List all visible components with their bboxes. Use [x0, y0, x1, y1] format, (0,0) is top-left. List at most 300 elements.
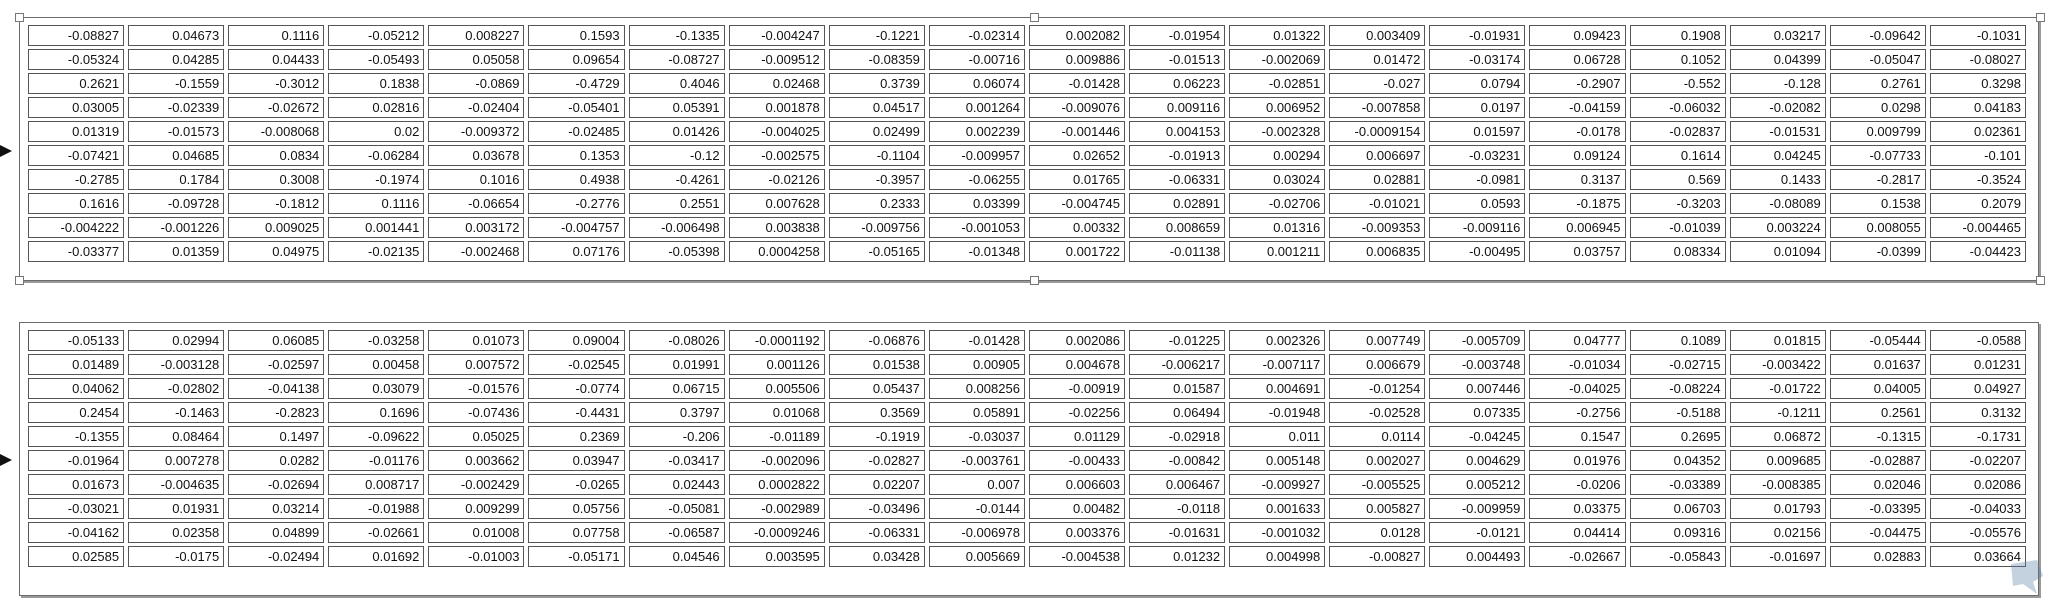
table-cell[interactable]: 0.006467 [1129, 474, 1225, 495]
resize-handle-bottom-right[interactable] [2036, 276, 2045, 285]
table-cell[interactable]: 0.2561 [1830, 402, 1926, 423]
table-cell[interactable]: 0.01931 [128, 498, 224, 519]
table-cell[interactable]: -0.05081 [629, 498, 725, 519]
table-cell[interactable]: -0.0265 [528, 474, 624, 495]
table-cell[interactable]: 0.01991 [629, 354, 725, 375]
table-cell[interactable]: 0.2695 [1630, 426, 1726, 447]
table-cell[interactable]: 0.04285 [128, 49, 224, 70]
table-cell[interactable]: 0.005212 [1429, 474, 1525, 495]
table-cell[interactable]: -0.02485 [528, 121, 624, 142]
table-cell[interactable]: -0.05212 [328, 25, 424, 46]
table-cell[interactable]: 0.001633 [1229, 498, 1325, 519]
table-cell[interactable]: 0.1052 [1630, 49, 1726, 70]
table-cell[interactable]: 0.01673 [28, 474, 124, 495]
table-cell[interactable]: 0.011 [1229, 426, 1325, 447]
table-cell[interactable]: 0.009116 [1129, 97, 1225, 118]
table-cell[interactable]: -0.01697 [1730, 546, 1826, 567]
table-cell[interactable]: -0.02545 [528, 354, 624, 375]
table-cell[interactable]: -0.01254 [1329, 378, 1425, 399]
table-cell[interactable]: 0.3132 [1930, 402, 2026, 423]
table-cell[interactable]: -0.03231 [1429, 145, 1525, 166]
table-cell[interactable]: 0.06494 [1129, 402, 1225, 423]
table-cell[interactable]: -0.003128 [128, 354, 224, 375]
table-cell[interactable]: 0.04517 [829, 97, 925, 118]
table-cell[interactable]: 0.008055 [1830, 217, 1926, 238]
table-cell[interactable]: 0.007446 [1429, 378, 1525, 399]
table-cell[interactable]: -0.001053 [929, 217, 1025, 238]
table-cell[interactable]: 0.01597 [1429, 121, 1525, 142]
table-cell[interactable]: -0.3957 [829, 169, 925, 190]
table-cell[interactable]: -0.05493 [328, 49, 424, 70]
table-cell[interactable]: 0.008227 [428, 25, 524, 46]
table-cell[interactable]: -0.01573 [128, 121, 224, 142]
table-cell[interactable]: 0.02046 [1830, 474, 1926, 495]
table-cell[interactable]: 0.03399 [929, 193, 1025, 214]
table-cell[interactable]: -0.01931 [1429, 25, 1525, 46]
table-cell[interactable]: -0.00495 [1429, 241, 1525, 262]
table-cell[interactable]: 0.01489 [28, 354, 124, 375]
table-cell[interactable]: -0.009957 [929, 145, 1025, 166]
table-cell[interactable]: 0.009886 [1029, 49, 1125, 70]
table-cell[interactable]: 0.02361 [1930, 121, 2026, 142]
table-cell[interactable]: 0.03428 [829, 546, 925, 567]
table-cell[interactable]: -0.02918 [1129, 426, 1225, 447]
table-cell[interactable]: 0.1784 [128, 169, 224, 190]
table-cell[interactable]: 0.03678 [428, 145, 524, 166]
table-cell[interactable]: -0.08026 [629, 330, 725, 351]
table-cell[interactable]: 0.1908 [1630, 25, 1726, 46]
resize-handle-bottom-left[interactable] [15, 276, 24, 285]
table-cell[interactable]: -0.001032 [1229, 522, 1325, 543]
table-cell[interactable]: 0.01426 [629, 121, 725, 142]
table-cell[interactable]: -0.05324 [28, 49, 124, 70]
table-cell[interactable]: -0.08089 [1730, 193, 1826, 214]
table-cell[interactable]: -0.101 [1930, 145, 2026, 166]
table-cell[interactable]: -0.01576 [428, 378, 524, 399]
table-cell[interactable]: -0.06284 [328, 145, 424, 166]
table-cell[interactable]: 0.01319 [28, 121, 124, 142]
table-cell[interactable]: 0.01765 [1029, 169, 1125, 190]
table-cell[interactable]: 0.04927 [1930, 378, 2026, 399]
table-cell[interactable]: -0.206 [629, 426, 725, 447]
table-cell[interactable]: -0.01954 [1129, 25, 1225, 46]
table-cell[interactable]: 0.005148 [1229, 450, 1325, 471]
table-cell[interactable]: -0.006978 [929, 522, 1025, 543]
table-cell[interactable]: -0.02494 [228, 546, 324, 567]
table-cell[interactable]: 0.1016 [428, 169, 524, 190]
table-cell[interactable]: 0.0197 [1429, 97, 1525, 118]
table-cell[interactable]: -0.02715 [1630, 354, 1726, 375]
table-cell[interactable]: 0.1696 [328, 402, 424, 423]
table-cell[interactable]: 0.06872 [1730, 426, 1826, 447]
table-cell[interactable]: 0.005506 [729, 378, 825, 399]
table-cell[interactable]: 0.01322 [1229, 25, 1325, 46]
table-cell[interactable]: -0.02706 [1229, 193, 1325, 214]
table-cell[interactable]: 0.003172 [428, 217, 524, 238]
table-cell[interactable]: -0.2823 [228, 402, 324, 423]
table-cell[interactable]: 0.009025 [228, 217, 324, 238]
table-cell[interactable]: -0.2817 [1830, 169, 1926, 190]
table-cell[interactable]: -0.3524 [1930, 169, 2026, 190]
table-cell[interactable]: -0.001226 [128, 217, 224, 238]
table-cell[interactable]: 0.03375 [1529, 498, 1625, 519]
table-cell[interactable]: -0.009959 [1429, 498, 1525, 519]
table-cell[interactable]: -0.06876 [829, 330, 925, 351]
table-cell[interactable]: 0.002082 [1029, 25, 1125, 46]
table-cell[interactable]: -0.003422 [1730, 354, 1826, 375]
table-cell[interactable]: 0.06728 [1529, 49, 1625, 70]
table-cell[interactable]: -0.02126 [729, 169, 825, 190]
table-cell[interactable]: 0.2761 [1830, 73, 1926, 94]
table-cell[interactable]: -0.1211 [1730, 402, 1826, 423]
table-cell[interactable]: -0.009116 [1429, 217, 1525, 238]
table-cell[interactable]: -0.00433 [1029, 450, 1125, 471]
table-cell[interactable]: 0.06703 [1630, 498, 1726, 519]
table-cell[interactable]: 0.005827 [1329, 498, 1425, 519]
table-cell[interactable]: -0.01428 [929, 330, 1025, 351]
table-cell[interactable]: 0.0794 [1429, 73, 1525, 94]
table-cell[interactable]: -0.07733 [1830, 145, 1926, 166]
table-cell[interactable]: -0.08224 [1630, 378, 1726, 399]
table-cell[interactable]: 0.007628 [729, 193, 825, 214]
table-cell[interactable]: 0.1616 [28, 193, 124, 214]
table-cell[interactable]: -0.0206 [1529, 474, 1625, 495]
table-cell[interactable]: 0.05025 [428, 426, 524, 447]
table-cell[interactable]: -0.02207 [1930, 450, 2026, 471]
table-cell[interactable]: -0.03377 [28, 241, 124, 262]
table-cell[interactable]: 0.04183 [1930, 97, 2026, 118]
table-cell[interactable]: -0.01948 [1229, 402, 1325, 423]
table-cell[interactable]: -0.1559 [128, 73, 224, 94]
table-cell[interactable]: 0.02652 [1029, 145, 1125, 166]
table-cell[interactable]: -0.001446 [1029, 121, 1125, 142]
table-cell[interactable]: 0.05058 [428, 49, 524, 70]
table-cell[interactable]: 0.004493 [1429, 546, 1525, 567]
table-cell[interactable]: 0.008659 [1129, 217, 1225, 238]
table-cell[interactable]: -0.01189 [729, 426, 825, 447]
table-cell[interactable]: 0.01692 [328, 546, 424, 567]
table-cell[interactable]: -0.3012 [228, 73, 324, 94]
table-cell[interactable]: -0.1335 [629, 25, 725, 46]
table-cell[interactable]: 0.01538 [829, 354, 925, 375]
table-cell[interactable]: -0.02694 [228, 474, 324, 495]
table-cell[interactable]: -0.0869 [428, 73, 524, 94]
table-cell[interactable]: -0.06331 [829, 522, 925, 543]
table-cell[interactable]: -0.07436 [428, 402, 524, 423]
table-cell[interactable]: 0.1614 [1630, 145, 1726, 166]
table-cell[interactable]: -0.01039 [1630, 217, 1726, 238]
table-cell[interactable]: -0.1875 [1529, 193, 1625, 214]
table-cell[interactable]: 0.004678 [1029, 354, 1125, 375]
table-cell[interactable]: -0.04475 [1830, 522, 1926, 543]
table-cell[interactable]: -0.1731 [1930, 426, 2026, 447]
table-cell[interactable]: 0.2369 [528, 426, 624, 447]
table-cell[interactable]: 0.0128 [1329, 522, 1425, 543]
table-cell[interactable]: -0.03258 [328, 330, 424, 351]
table-cell[interactable]: -0.008068 [228, 121, 324, 142]
table-cell[interactable]: -0.1355 [28, 426, 124, 447]
table-cell[interactable]: -0.06032 [1630, 97, 1726, 118]
table-cell[interactable]: 0.03217 [1730, 25, 1826, 46]
table-cell[interactable]: -0.004757 [528, 217, 624, 238]
table-cell[interactable]: 0.03024 [1229, 169, 1325, 190]
table-cell[interactable]: 0.002086 [1029, 330, 1125, 351]
table-cell[interactable]: 0.04673 [128, 25, 224, 46]
table-cell[interactable]: 0.006679 [1329, 354, 1425, 375]
table-cell[interactable]: -0.01348 [929, 241, 1025, 262]
table-cell[interactable]: 0.08334 [1630, 241, 1726, 262]
table-cell[interactable]: 0.001441 [328, 217, 424, 238]
table-cell[interactable]: -0.04025 [1529, 378, 1625, 399]
table-cell[interactable]: 0.008256 [929, 378, 1025, 399]
table-cell[interactable]: -0.08027 [1930, 49, 2026, 70]
table-cell[interactable]: -0.02827 [829, 450, 925, 471]
table-cell[interactable]: 0.001264 [929, 97, 1025, 118]
table-cell[interactable]: 0.06715 [629, 378, 725, 399]
table-cell[interactable]: -0.002429 [428, 474, 524, 495]
table-cell[interactable]: 0.007278 [128, 450, 224, 471]
table-cell[interactable]: -0.01138 [1129, 241, 1225, 262]
table-cell[interactable]: 0.0004258 [729, 241, 825, 262]
table-cell[interactable]: 0.02207 [829, 474, 925, 495]
table-cell[interactable]: 0.002326 [1229, 330, 1325, 351]
table-cell[interactable]: -0.4431 [528, 402, 624, 423]
table-cell[interactable]: 0.006603 [1029, 474, 1125, 495]
table-cell[interactable]: 0.005669 [929, 546, 1025, 567]
table-cell[interactable]: 0.04899 [228, 522, 324, 543]
table-cell[interactable]: 0.03947 [528, 450, 624, 471]
table-cell[interactable]: -0.1812 [228, 193, 324, 214]
table-cell[interactable]: -0.01021 [1329, 193, 1425, 214]
matrix-display-2[interactable] [19, 322, 2039, 596]
table-cell[interactable]: -0.002989 [729, 498, 825, 519]
table-cell[interactable]: -0.1919 [829, 426, 925, 447]
table-cell[interactable]: 0.02816 [328, 97, 424, 118]
table-cell[interactable]: 0.003838 [729, 217, 825, 238]
table-cell[interactable]: 0.001211 [1229, 241, 1325, 262]
table-cell[interactable]: 0.01094 [1730, 241, 1826, 262]
table-cell[interactable]: -0.02082 [1730, 97, 1826, 118]
table-cell[interactable]: 0.004998 [1229, 546, 1325, 567]
table-cell[interactable]: 0.569 [1630, 169, 1726, 190]
table-cell[interactable]: -0.04162 [28, 522, 124, 543]
table-cell[interactable]: -0.0144 [929, 498, 1025, 519]
table-cell[interactable]: -0.05133 [28, 330, 124, 351]
table-cell[interactable]: 0.02443 [629, 474, 725, 495]
table-cell[interactable]: 0.01068 [729, 402, 825, 423]
table-cell[interactable]: -0.002096 [729, 450, 825, 471]
table-cell[interactable]: -0.07421 [28, 145, 124, 166]
table-cell[interactable]: 0.02994 [128, 330, 224, 351]
table-cell[interactable]: 0.04062 [28, 378, 124, 399]
table-cell[interactable]: 0.08464 [128, 426, 224, 447]
table-cell[interactable]: -0.004745 [1029, 193, 1125, 214]
table-cell[interactable]: -0.05165 [829, 241, 925, 262]
table-cell[interactable]: 0.07176 [528, 241, 624, 262]
table-cell[interactable]: -0.02339 [128, 97, 224, 118]
table-cell[interactable]: 0.04685 [128, 145, 224, 166]
table-cell[interactable]: -0.09728 [128, 193, 224, 214]
table-cell[interactable]: 0.1353 [528, 145, 624, 166]
table-cell[interactable]: -0.06331 [1129, 169, 1225, 190]
table-cell[interactable]: -0.009512 [729, 49, 825, 70]
table-cell[interactable]: -0.05843 [1630, 546, 1726, 567]
table-cell[interactable]: 0.1538 [1830, 193, 1926, 214]
table-cell[interactable]: 0.006952 [1229, 97, 1325, 118]
table-cell[interactable]: 0.05437 [829, 378, 925, 399]
table-cell[interactable]: 0.01316 [1229, 217, 1325, 238]
resize-handle-top-right[interactable] [2036, 13, 2045, 22]
table-cell[interactable]: 0.2621 [28, 73, 124, 94]
table-cell[interactable]: 0.01129 [1029, 426, 1125, 447]
table-cell[interactable]: 0.04433 [228, 49, 324, 70]
table-cell[interactable]: -0.05576 [1930, 522, 2026, 543]
table-cell[interactable]: 0.01472 [1329, 49, 1425, 70]
table-cell[interactable]: -0.00827 [1329, 546, 1425, 567]
table-cell[interactable]: 0.1497 [228, 426, 324, 447]
table-cell[interactable]: -0.01964 [28, 450, 124, 471]
table-cell[interactable]: 0.01976 [1529, 450, 1625, 471]
table-cell[interactable]: 0.02086 [1930, 474, 2026, 495]
table-cell[interactable]: 0.004153 [1129, 121, 1225, 142]
table-cell[interactable]: 0.009299 [428, 498, 524, 519]
table-cell[interactable]: 0.00294 [1229, 145, 1325, 166]
table-cell[interactable]: 0.01637 [1830, 354, 1926, 375]
table-cell[interactable]: 0.05391 [629, 97, 725, 118]
table-cell[interactable]: -0.0399 [1830, 241, 1926, 262]
table-cell[interactable]: -0.0009154 [1329, 121, 1425, 142]
table-cell[interactable]: -0.02661 [328, 522, 424, 543]
table-cell[interactable]: -0.01428 [1029, 73, 1125, 94]
table-cell[interactable]: 0.07335 [1429, 402, 1525, 423]
table-cell[interactable]: 0.1433 [1730, 169, 1826, 190]
table-cell[interactable]: 0.01231 [1930, 354, 2026, 375]
table-cell[interactable]: 0.3137 [1529, 169, 1625, 190]
table-cell[interactable]: 0.00482 [1029, 498, 1125, 519]
table-cell[interactable]: -0.007858 [1329, 97, 1425, 118]
table-cell[interactable]: -0.1315 [1830, 426, 1926, 447]
table-cell[interactable]: -0.02597 [228, 354, 324, 375]
table-cell[interactable]: 0.3569 [829, 402, 925, 423]
table-cell[interactable]: 0.04005 [1830, 378, 1926, 399]
table-cell[interactable]: 0.01587 [1129, 378, 1225, 399]
table-cell[interactable]: -0.01003 [428, 546, 524, 567]
table-cell[interactable]: 0.09004 [528, 330, 624, 351]
table-cell[interactable]: -0.007117 [1229, 354, 1325, 375]
table-cell[interactable]: 0.008717 [328, 474, 424, 495]
table-cell[interactable]: 0.002239 [929, 121, 1025, 142]
table-cell[interactable]: -0.03417 [629, 450, 725, 471]
table-cell[interactable]: -0.05401 [528, 97, 624, 118]
table-cell[interactable]: -0.002468 [428, 241, 524, 262]
table-cell[interactable]: -0.02837 [1630, 121, 1726, 142]
table-cell[interactable]: 0.06223 [1129, 73, 1225, 94]
table-cell[interactable]: 0.09423 [1529, 25, 1625, 46]
table-cell[interactable]: -0.01988 [328, 498, 424, 519]
table-cell[interactable]: 0.04777 [1529, 330, 1625, 351]
table-cell[interactable]: 0.3298 [1930, 73, 2026, 94]
table-cell[interactable]: 0.02358 [128, 522, 224, 543]
table-cell[interactable]: -0.0588 [1930, 330, 2026, 351]
table-cell[interactable]: 0.06074 [929, 73, 1025, 94]
table-cell[interactable]: -0.552 [1630, 73, 1726, 94]
table-cell[interactable]: -0.01913 [1129, 145, 1225, 166]
table-cell[interactable]: -0.02672 [228, 97, 324, 118]
table-cell[interactable]: 0.2551 [629, 193, 725, 214]
table-cell[interactable]: -0.004222 [28, 217, 124, 238]
table-cell[interactable]: -0.004025 [729, 121, 825, 142]
table-cell[interactable]: -0.05398 [629, 241, 725, 262]
table-cell[interactable]: -0.06255 [929, 169, 1025, 190]
table-cell[interactable]: -0.005525 [1329, 474, 1425, 495]
table-cell[interactable]: 0.03214 [228, 498, 324, 519]
table-cell[interactable]: 0.1838 [328, 73, 424, 94]
table-cell[interactable]: -0.0774 [528, 378, 624, 399]
table-cell[interactable]: -0.06654 [428, 193, 524, 214]
table-cell[interactable]: 0.007 [929, 474, 1025, 495]
table-cell[interactable]: 0.01815 [1730, 330, 1826, 351]
table-cell[interactable]: 0.04975 [228, 241, 324, 262]
table-cell[interactable]: 0.04399 [1730, 49, 1826, 70]
table-cell[interactable]: 0.01793 [1730, 498, 1826, 519]
table-cell[interactable]: -0.08827 [28, 25, 124, 46]
table-cell[interactable]: -0.0001192 [729, 330, 825, 351]
table-cell[interactable]: 0.003409 [1329, 25, 1425, 46]
table-cell[interactable]: -0.02135 [328, 241, 424, 262]
table-cell[interactable]: -0.1104 [829, 145, 925, 166]
table-cell[interactable]: 0.02499 [829, 121, 925, 142]
resize-handle-top-middle[interactable] [1030, 13, 1039, 22]
table-cell[interactable]: 0.05891 [929, 402, 1025, 423]
table-cell[interactable]: -0.1221 [829, 25, 925, 46]
table-cell[interactable]: -0.04159 [1529, 97, 1625, 118]
table-cell[interactable]: -0.004465 [1930, 217, 2026, 238]
table-cell[interactable]: -0.2785 [28, 169, 124, 190]
table-cell[interactable]: 0.02881 [1329, 169, 1425, 190]
table-cell[interactable]: -0.002069 [1229, 49, 1325, 70]
table-cell[interactable]: -0.003748 [1429, 354, 1525, 375]
table-cell[interactable]: -0.02802 [128, 378, 224, 399]
table-cell[interactable]: -0.04138 [228, 378, 324, 399]
table-cell[interactable]: -0.00716 [929, 49, 1025, 70]
table-cell[interactable]: -0.00919 [1029, 378, 1125, 399]
table-cell[interactable]: 0.0593 [1429, 193, 1525, 214]
table-cell[interactable]: -0.2776 [528, 193, 624, 214]
table-cell[interactable]: -0.05171 [528, 546, 624, 567]
table-cell[interactable]: -0.02404 [428, 97, 524, 118]
table-cell[interactable]: 0.03079 [328, 378, 424, 399]
table-cell[interactable]: 0.01073 [428, 330, 524, 351]
table-cell[interactable]: 0.3797 [629, 402, 725, 423]
table-cell[interactable]: -0.004538 [1029, 546, 1125, 567]
table-cell[interactable]: 0.09654 [528, 49, 624, 70]
table-cell[interactable]: -0.005709 [1429, 330, 1525, 351]
table-cell[interactable]: -0.01513 [1129, 49, 1225, 70]
table-cell[interactable]: 0.003224 [1730, 217, 1826, 238]
table-cell[interactable]: -0.08727 [629, 49, 725, 70]
table-cell[interactable]: -0.02667 [1529, 546, 1625, 567]
table-cell[interactable]: 0.02883 [1830, 546, 1926, 567]
table-cell[interactable]: 0.001126 [729, 354, 825, 375]
table-cell[interactable]: -0.01176 [328, 450, 424, 471]
table-cell[interactable]: -0.01631 [1129, 522, 1225, 543]
table-cell[interactable]: 0.02585 [28, 546, 124, 567]
table-cell[interactable]: -0.12 [629, 145, 725, 166]
table-cell[interactable]: 0.03664 [1930, 546, 2026, 567]
table-cell[interactable]: -0.03496 [829, 498, 925, 519]
table-cell[interactable]: -0.002575 [729, 145, 825, 166]
table-cell[interactable]: 0.01008 [428, 522, 524, 543]
